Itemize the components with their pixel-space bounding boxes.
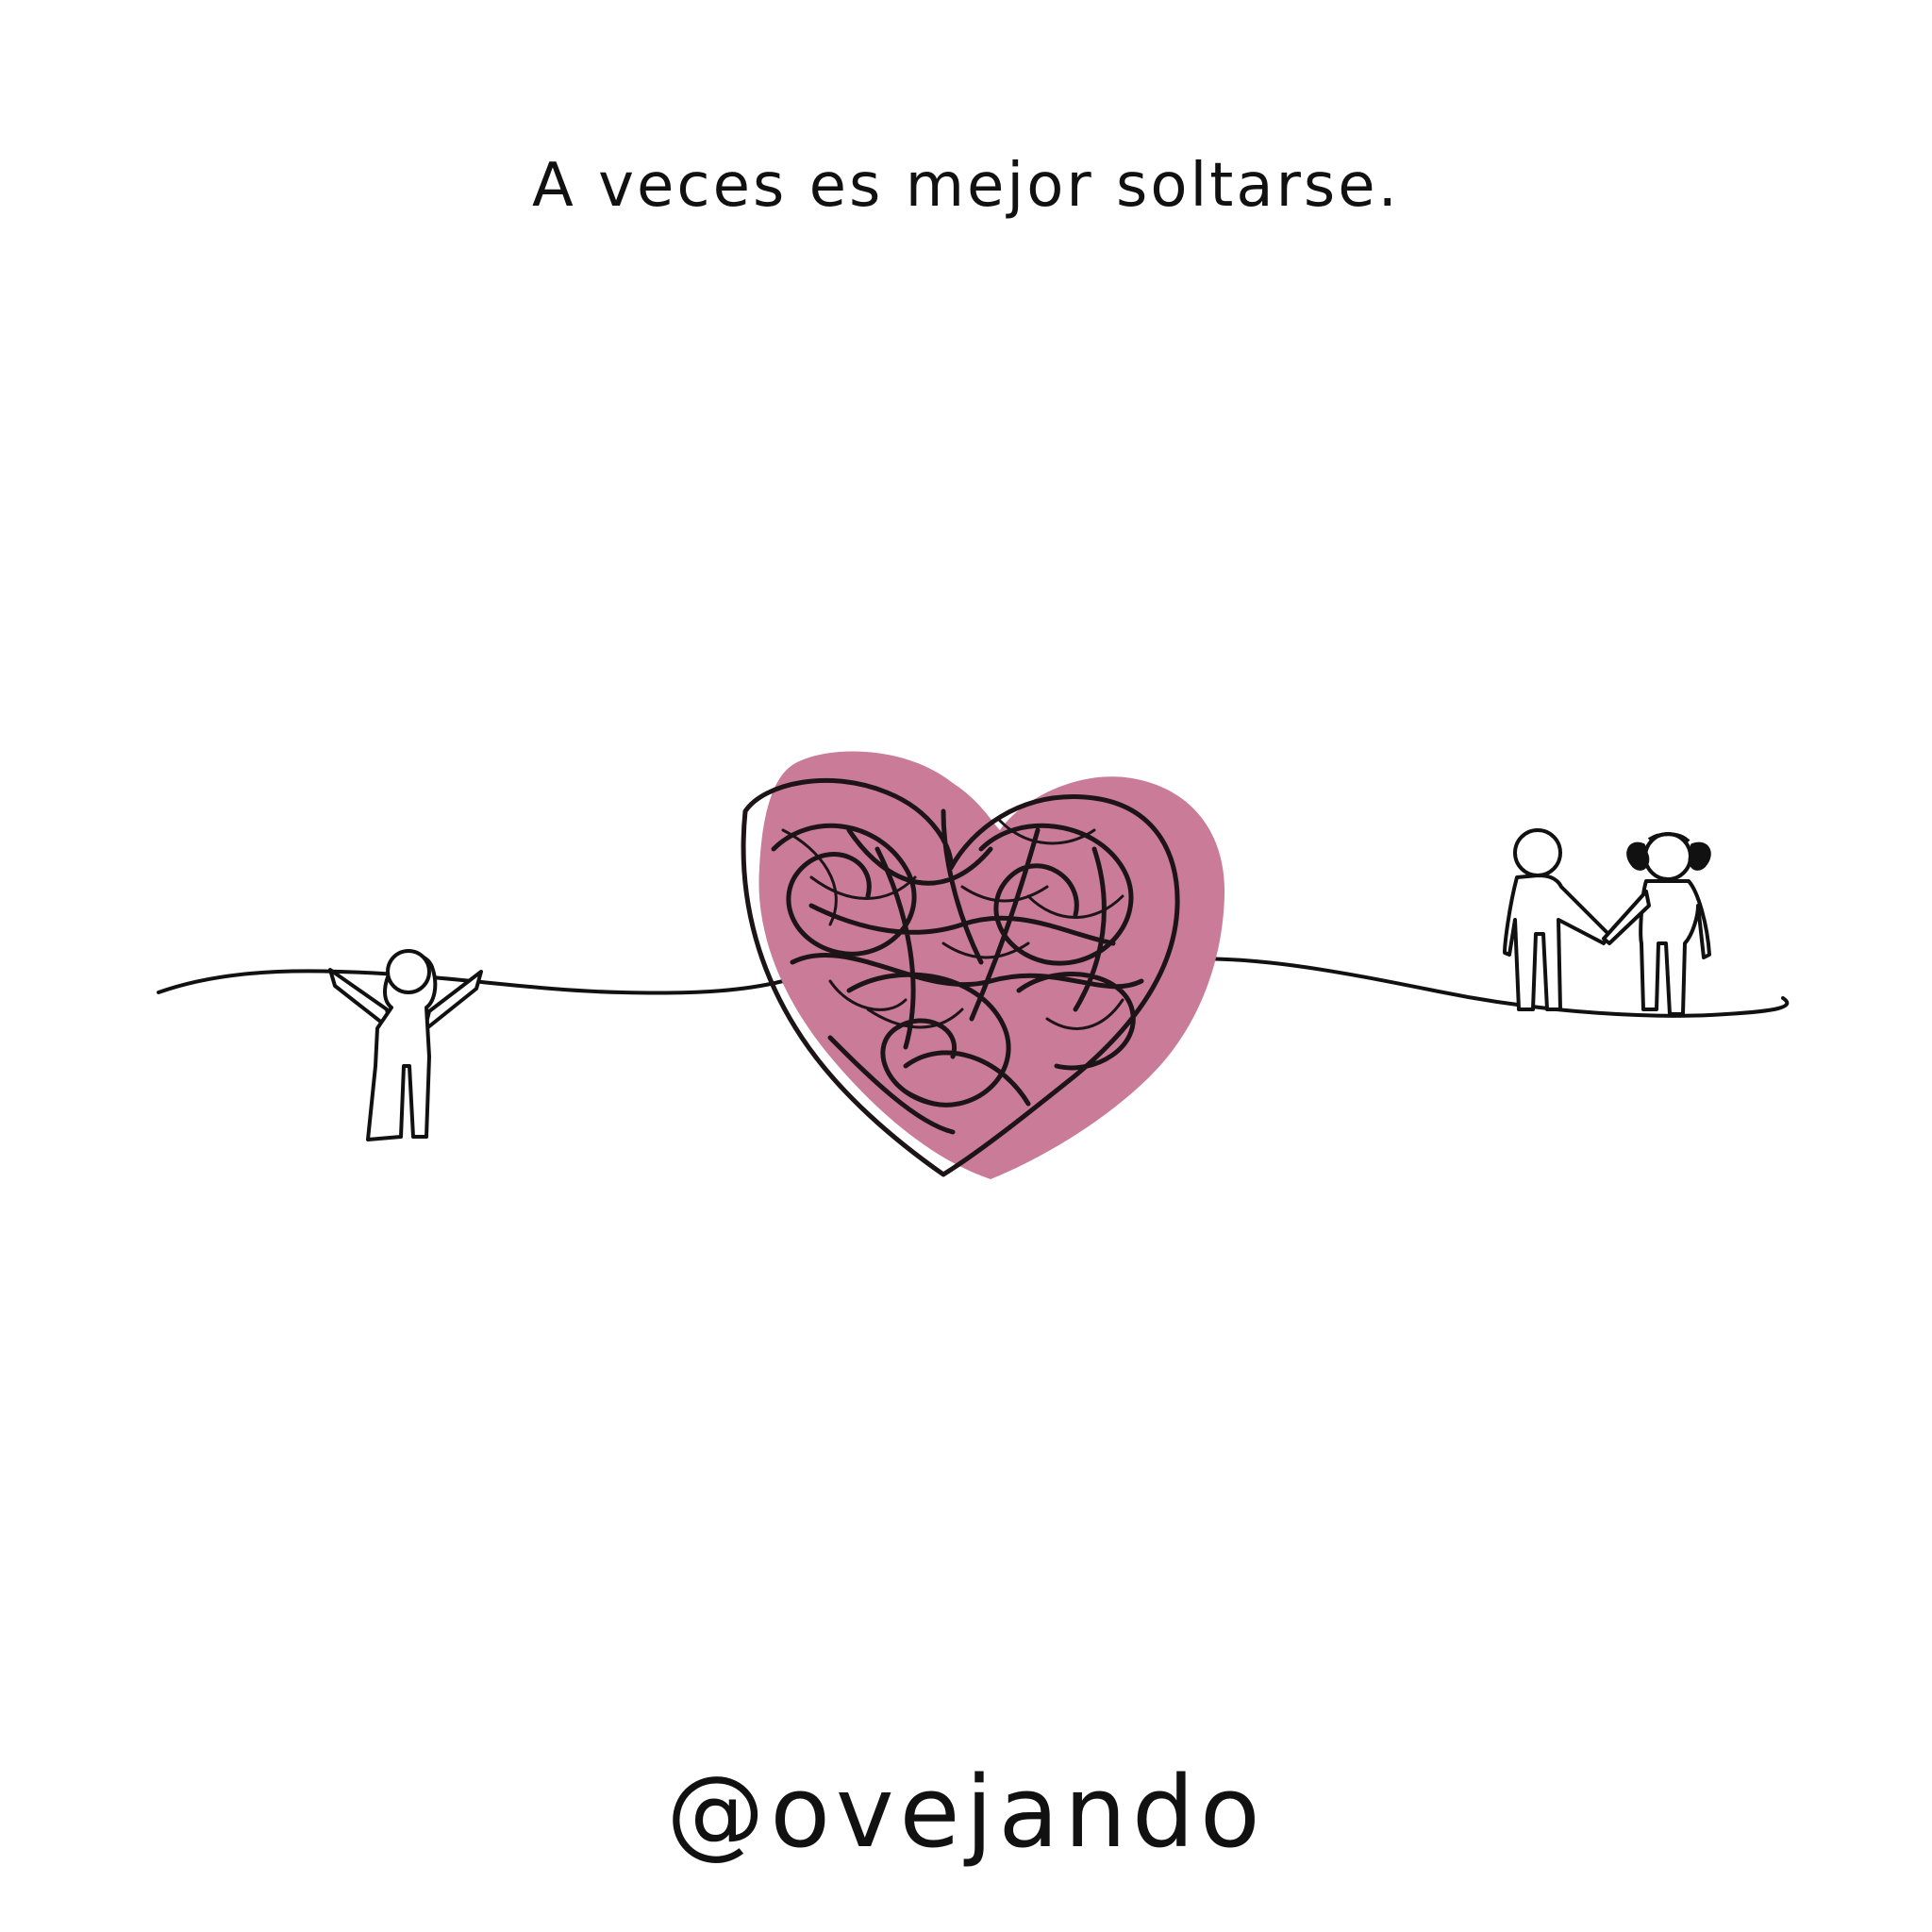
tangled-heart-icon (743, 751, 1224, 1179)
couple-holding-hands-icon (1505, 830, 1709, 1014)
signature-handle: @ovejando (666, 1755, 1266, 1870)
caption-text: A veces es mejor soltarse. (532, 151, 1400, 221)
